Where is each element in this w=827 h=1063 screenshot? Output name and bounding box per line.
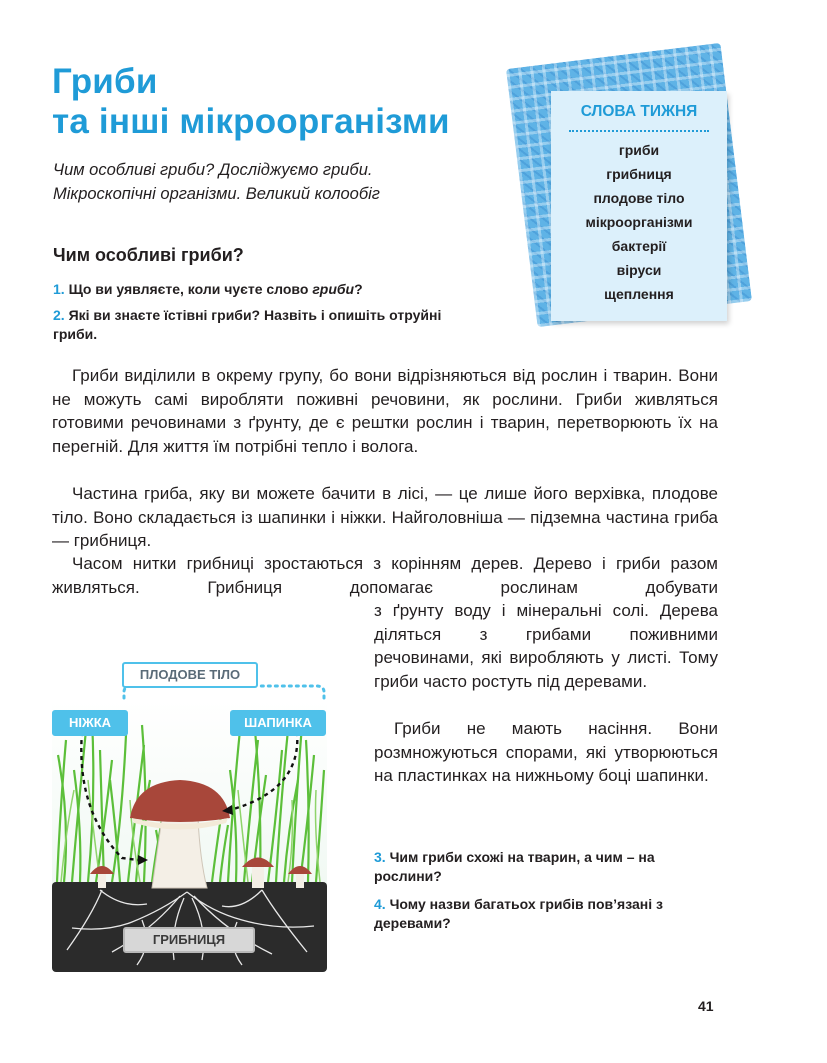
word-item: мікроорганізми — [585, 214, 693, 230]
title-line-2: та інші мікроорганізми — [52, 102, 450, 141]
question-text: Які ви знаєте їстівні гриби? Назвіть і опишіть отруйні гриби. — [53, 307, 442, 342]
question-number: 1. — [53, 281, 65, 297]
words-of-week-heading: СЛОВА ТИЖНЯ — [580, 103, 698, 120]
lesson-subtitle — [53, 158, 380, 206]
words-of-week-list — [551, 138, 727, 306]
question-text: Чим гриби схожі на тварин, а чим – на рослини? — [374, 849, 655, 884]
question-number: 2. — [53, 307, 65, 323]
question-emphasis: гриби — [312, 281, 355, 297]
question-3 — [374, 848, 720, 886]
mushroom-drawing — [52, 660, 327, 972]
label-stem: НІЖКА — [52, 710, 128, 736]
page-number: 41 — [698, 998, 714, 1014]
subtitle-line-1: Чим особливі гриби? Досліджуємо гриби. — [53, 161, 373, 179]
section-heading: Чим особливі гриби? — [53, 245, 244, 265]
question-number: 3. — [374, 849, 386, 865]
word-item: грибниця — [606, 166, 672, 182]
mushroom-illustration — [52, 660, 327, 972]
word-item: плодове тіло — [593, 190, 685, 206]
label-mycelium: ГРИБНИЦЯ — [123, 927, 255, 953]
label-cap: ШАПИНКА — [230, 710, 326, 736]
words-of-week-card — [551, 91, 727, 321]
question-text-end: ? — [354, 281, 363, 297]
paragraph-4: Гриби не мають насіння. Вони розмножуються спорами, які утворюються на пластинках на нижньому боці шапинки. — [374, 719, 718, 785]
question-number: 4. — [374, 896, 386, 912]
question-4 — [374, 895, 720, 933]
word-item: бактерії — [611, 238, 667, 254]
question-2 — [53, 306, 463, 344]
word-item: гриби — [618, 142, 660, 158]
word-item: віруси — [616, 262, 662, 278]
page-title — [52, 62, 450, 142]
word-item: щеплення — [604, 286, 674, 302]
card-divider — [569, 130, 709, 132]
paragraph-3-continued: з ґрунту воду і мінеральні солі. Дерева діляться з грибами поживними речовинами, які виробляють у листі. Тому гриби часто ростуть під деревами. — [374, 601, 718, 691]
label-fruit-body: ПЛОДОВЕ ТІЛО — [122, 662, 258, 688]
subtitle-line-2: Мікроскопічні організми. Великий колообіг — [53, 185, 380, 203]
paragraph-3: Часом нитки грибниці зростаються з корінням дерев. Дерево і гриби разом живляться. Грибниця допомагає рослинам добувати — [52, 554, 718, 597]
paragraph-2: Частина гриба, яку ви можете бачити в лісі, — це лише його верхівка, плодове тіло. Воно складається із шапинки і ніжки. Найголовніша — підземна частина гриба — грибниця. — [52, 484, 718, 550]
question-1 — [53, 280, 363, 299]
question-text: Чому назви багатьох грибів пов’язані з деревами? — [374, 896, 663, 931]
title-line-1: Гриби — [52, 62, 158, 101]
paragraph-1: Гриби виділили в окрему групу, бо вони відрізняються від рослин і тварин. Вони не можуть самі виробляти поживні речовини, як рослини. Гриби живляться готовими речовинами з ґрунту, де є рештки рослин і тварин, перетворюють їх на перегній. Для життя їм потрібні тепло і волога. — [52, 366, 718, 456]
question-text: Що ви уявляєте, коли чуєте слово — [68, 281, 313, 297]
